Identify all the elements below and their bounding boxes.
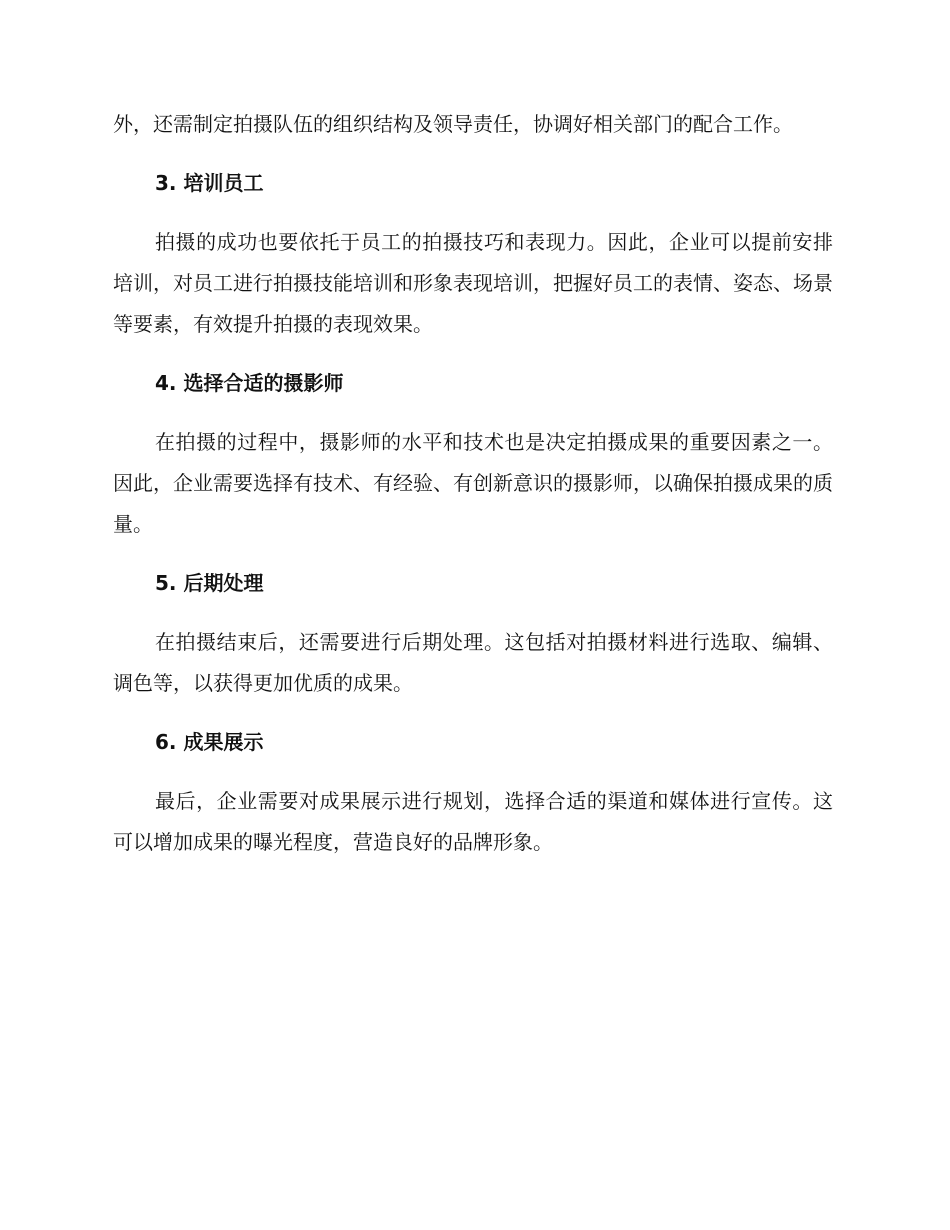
section-6-body: 最后，企业需要对成果展示进行规划，选择合适的渠道和媒体进行宣传。这可以增加成果的曝光程度，营造良好的品牌形象。 <box>113 789 833 854</box>
intro-paragraph: 外，还需制定拍摄队伍的组织结构及领导责任，协调好相关部门的配合工作。 <box>113 112 793 136</box>
section-3-body: 拍摄的成功也要依托于员工的拍摄技巧和表现力。因此，企业可以提前安排培训，对员工进行拍摄技能培训和形象表现培训，把握好员工的表情、姿态、场景等要素，有效提升拍摄的表现效果。 <box>113 230 833 336</box>
section-6-heading: 6. 成果展示 <box>155 730 264 754</box>
section-4-heading: 4. 选择合适的摄影师 <box>155 371 344 395</box>
section-4-body: 在拍摄的过程中，摄影师的水平和技术也是决定拍摄成果的重要因素之一。因此，企业需要选择有技术、有经验、有创新意识的摄影师，以确保拍摄成果的质量。 <box>113 430 833 536</box>
section-5-heading: 5. 后期处理 <box>155 571 264 595</box>
section-3-heading: 3. 培训员工 <box>155 171 264 195</box>
document-page <box>113 104 833 863</box>
section-5-body: 在拍摄结束后，还需要进行后期处理。这包括对拍摄材料进行选取、编辑、调色等，以获得更加优质的成果。 <box>113 630 833 695</box>
